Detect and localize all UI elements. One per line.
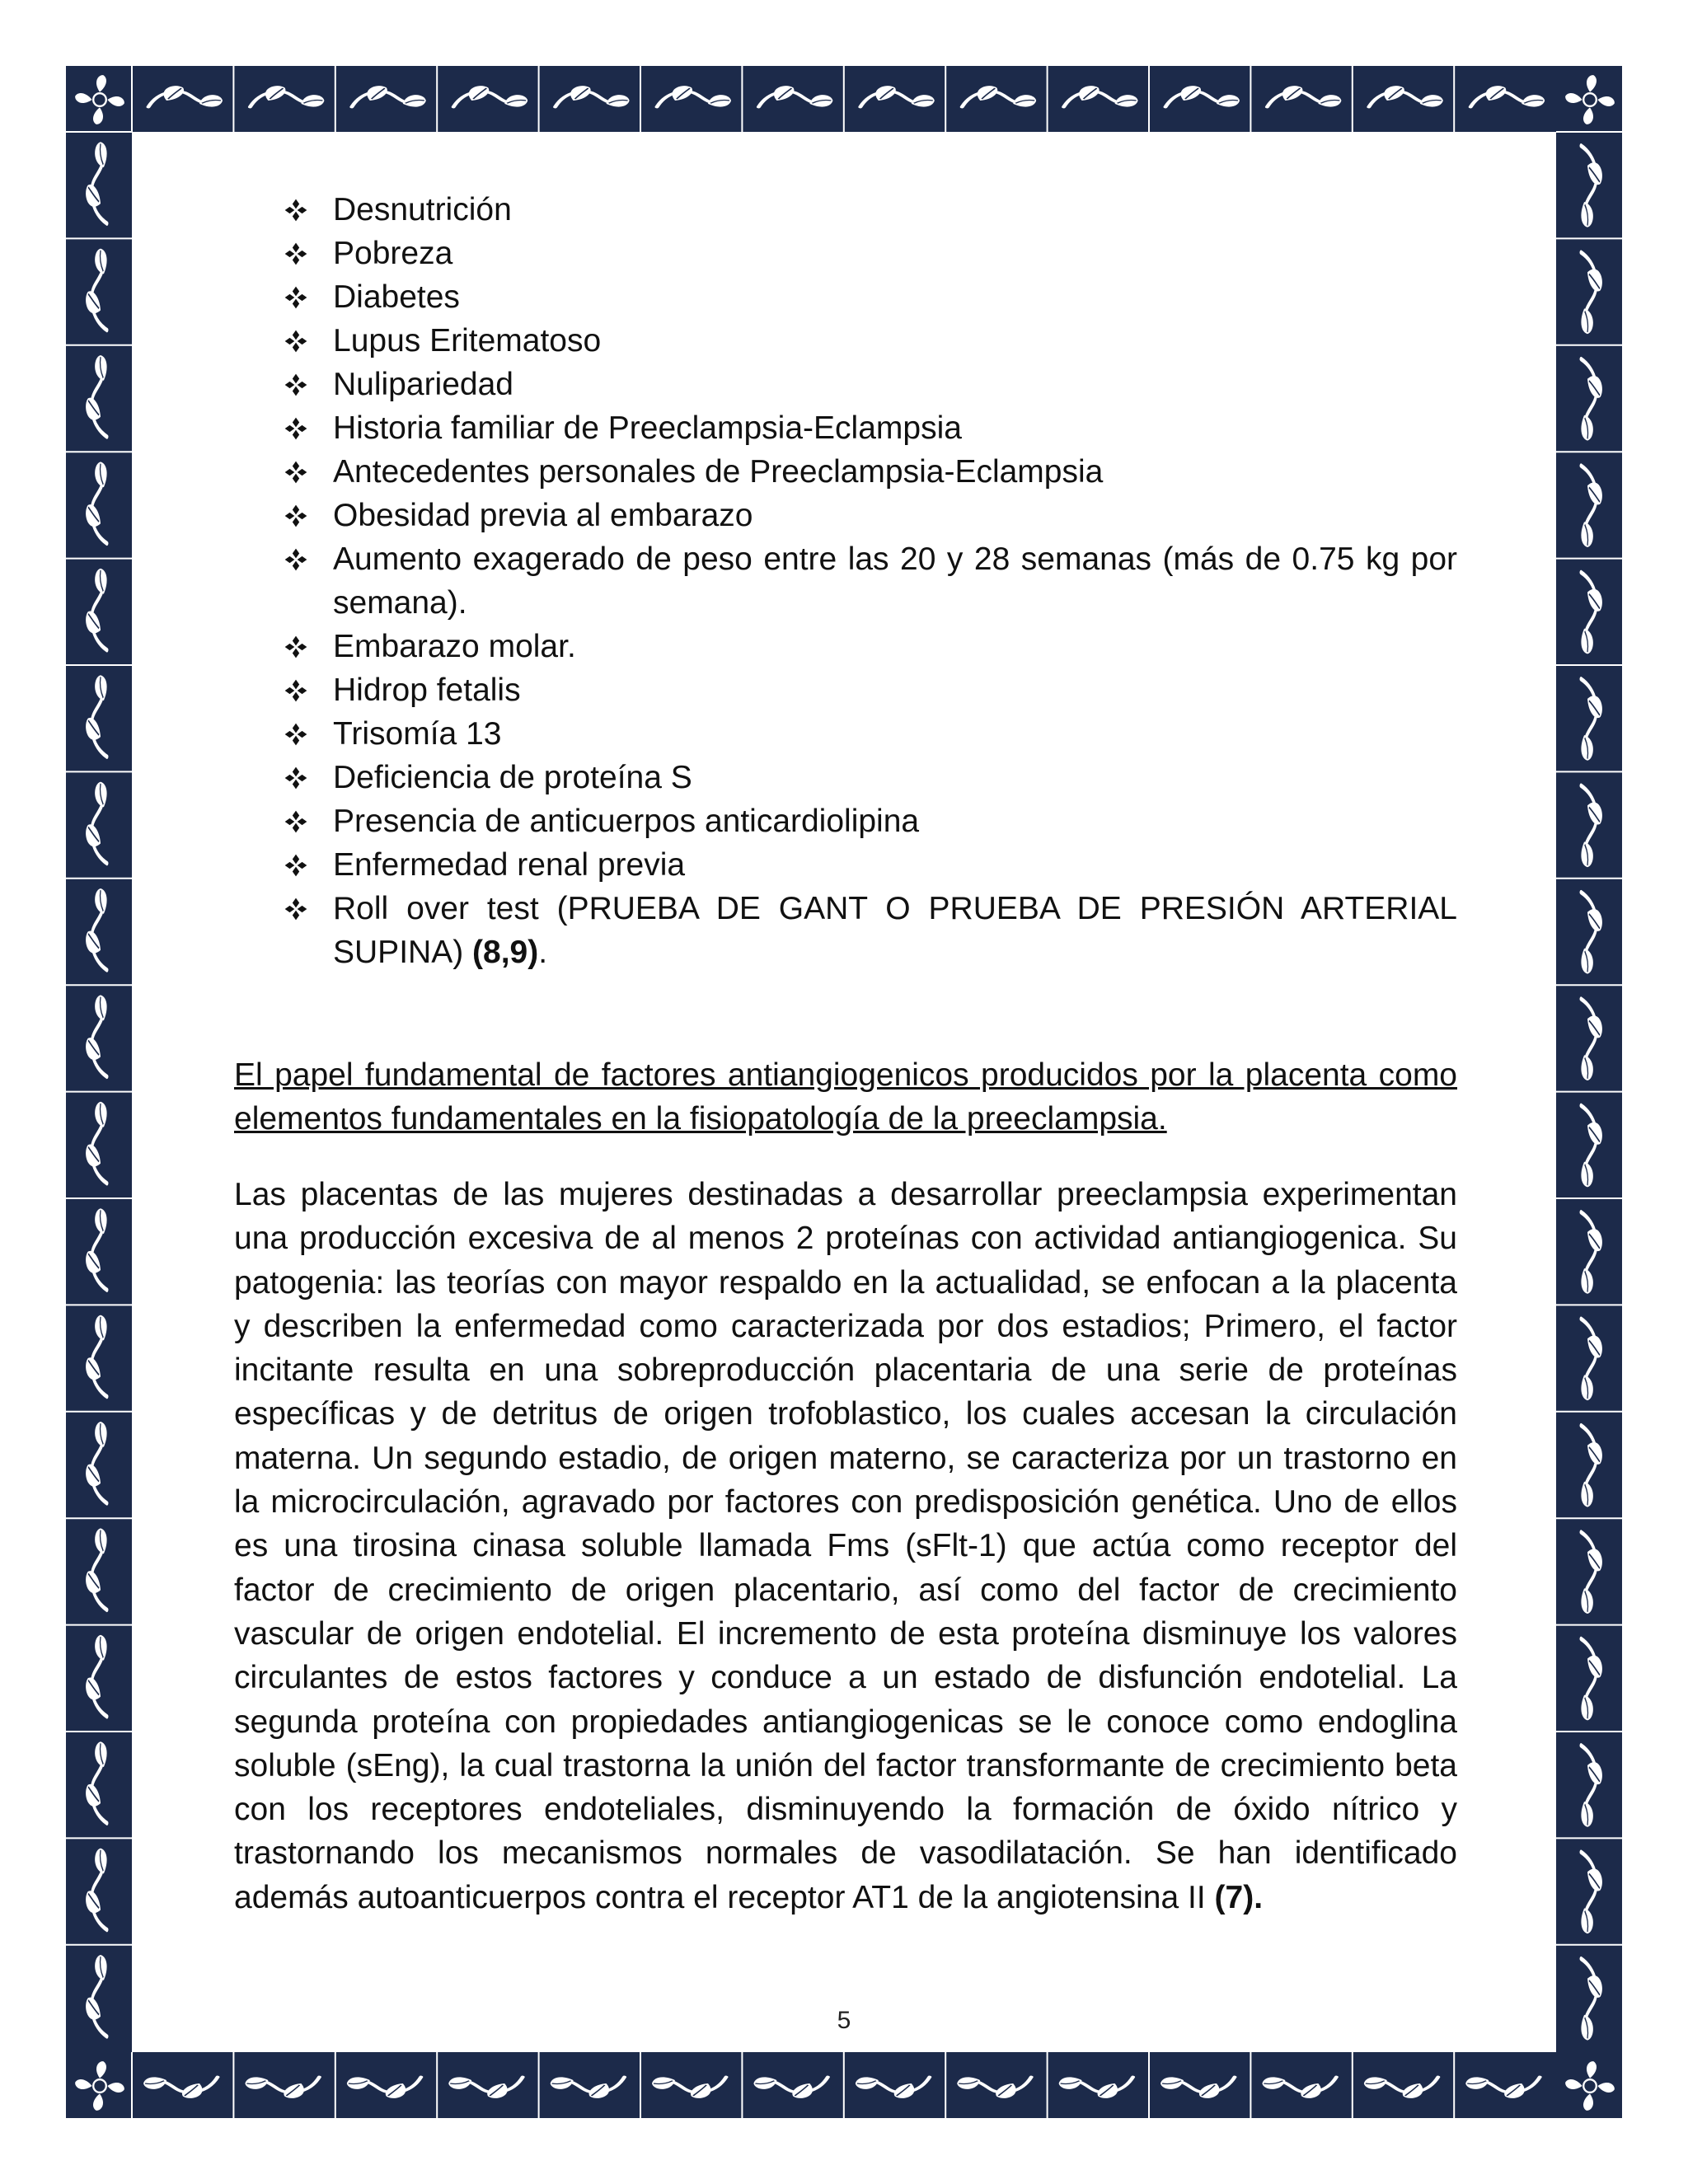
list-item — [234, 887, 1457, 974]
list-item — [234, 799, 1457, 843]
diamond-bullet-icon — [284, 406, 313, 450]
list-item-text: Historia familiar de Preeclampsia-Eclampsia — [333, 410, 962, 446]
list-item-text: Pobreza — [333, 236, 453, 271]
list-item-text: Nulipariedad — [333, 367, 513, 402]
page-number: 5 — [837, 2007, 851, 2034]
list-item-text: Roll over test (PRUEBA DE GANT O PRUEBA DE PRESIÓN ARTERIAL SUPINA) — [333, 891, 1457, 970]
list-item-text: Lupus Eritematoso — [333, 323, 602, 359]
list-item-text: Aumento exagerado de peso entre las 20 y 28 semanas (más de 0.75 kg por semana). — [333, 541, 1457, 621]
list-item-text: Presencia de anticuerpos anticardiolipina — [333, 804, 920, 839]
list-item — [234, 275, 1457, 319]
list-item — [234, 319, 1457, 363]
list-item-text: Embarazo molar. — [333, 629, 576, 664]
diamond-bullet-icon — [284, 668, 313, 712]
body-paragraph-text: Las placentas de las mujeres destinadas a desarrollar preeclampsia experimentan una producción excesiva de al menos 2 proteínas con actividad antiangiogenica. Su patogenia: las teorías con mayor respaldo en la actualidad, se enfocan a la placenta y describen la enfermedad como caracterizada por dos estadios; Primero, el factor incitante resulta en una sobreproducción placentaria de una serie de proteínas específicas y de detritus de origen trofoblastico, los cuales accesan la circulación materna. Un segundo estadio, de origen materno, se caracteriza por un trastorno en la microcirculación, agravado por factores con predisposición genética. Uno de ellos es una tirosina cinasa soluble llamada Fms (sFlt-1) que actúa como receptor del factor de crecimiento de origen placentario, así como del factor de crecimiento vascular de origen endotelial. El incremento de esta proteína disminuye los valores circulantes de estos factores y conduce a un estado de disfunción endotelial. La segunda proteína con propiedades antiangiogenicas se le conoce como endoglina soluble (sEng), la cual trastorna la unión del factor transformante de crecimiento beta con los receptores endoteliales, disminuyendo la formación de óxido nítrico y trastornando los mecanismos normales de vasodilatación. Se han identificado además autoanticuerpos contra el receptor AT1 de la angiotensina II — [234, 1177, 1457, 1915]
citation: (8,9) — [472, 935, 539, 970]
diamond-bullet-icon — [284, 494, 313, 537]
diamond-bullet-icon — [284, 843, 313, 887]
list-item — [234, 537, 1457, 625]
list-item — [234, 668, 1457, 712]
diamond-bullet-icon — [284, 450, 313, 494]
list-item — [234, 756, 1457, 799]
citation: (7). — [1214, 1879, 1264, 1915]
diamond-bullet-icon — [284, 537, 313, 581]
list-item — [234, 232, 1457, 275]
list-item — [234, 188, 1457, 232]
list-item-text: Deficiencia de proteína S — [333, 760, 692, 795]
list-item — [234, 363, 1457, 406]
diamond-bullet-icon — [284, 887, 313, 930]
list-item-text: Desnutrición — [333, 192, 512, 227]
risk-factor-list — [234, 188, 1457, 974]
list-item-text: Hidrop fetalis — [333, 673, 521, 708]
list-item — [234, 843, 1457, 887]
body-paragraph — [234, 1173, 1457, 1919]
diamond-bullet-icon — [284, 188, 313, 232]
list-item — [234, 494, 1457, 537]
list-item-text: Trisomía 13 — [333, 716, 502, 752]
list-item-text: Antecedentes personales de Preeclampsia-Eclampsia — [333, 454, 1104, 490]
diamond-bullet-icon — [284, 319, 313, 363]
diamond-bullet-icon — [284, 363, 313, 406]
list-item — [234, 712, 1457, 756]
list-item — [234, 625, 1457, 668]
list-item — [234, 406, 1457, 450]
diamond-bullet-icon — [284, 799, 313, 843]
diamond-bullet-icon — [284, 712, 313, 756]
page-content — [234, 188, 1457, 1952]
list-item-text: Obesidad previa al embarazo — [333, 498, 753, 533]
list-item-text: Enfermedad renal previa — [333, 847, 686, 883]
section-heading: El papel fundamental de factores antiangiogenicos producidos por la placenta como elementos fundamentales en la fisiopatología de la preeclampsia. — [234, 1057, 1457, 1137]
list-item — [234, 450, 1457, 494]
list-item-punctuation: . — [538, 935, 548, 970]
diamond-bullet-icon — [284, 756, 313, 799]
diamond-bullet-icon — [284, 275, 313, 319]
diamond-bullet-icon — [284, 625, 313, 668]
list-item-text: Diabetes — [333, 279, 460, 315]
diamond-bullet-icon — [284, 232, 313, 275]
